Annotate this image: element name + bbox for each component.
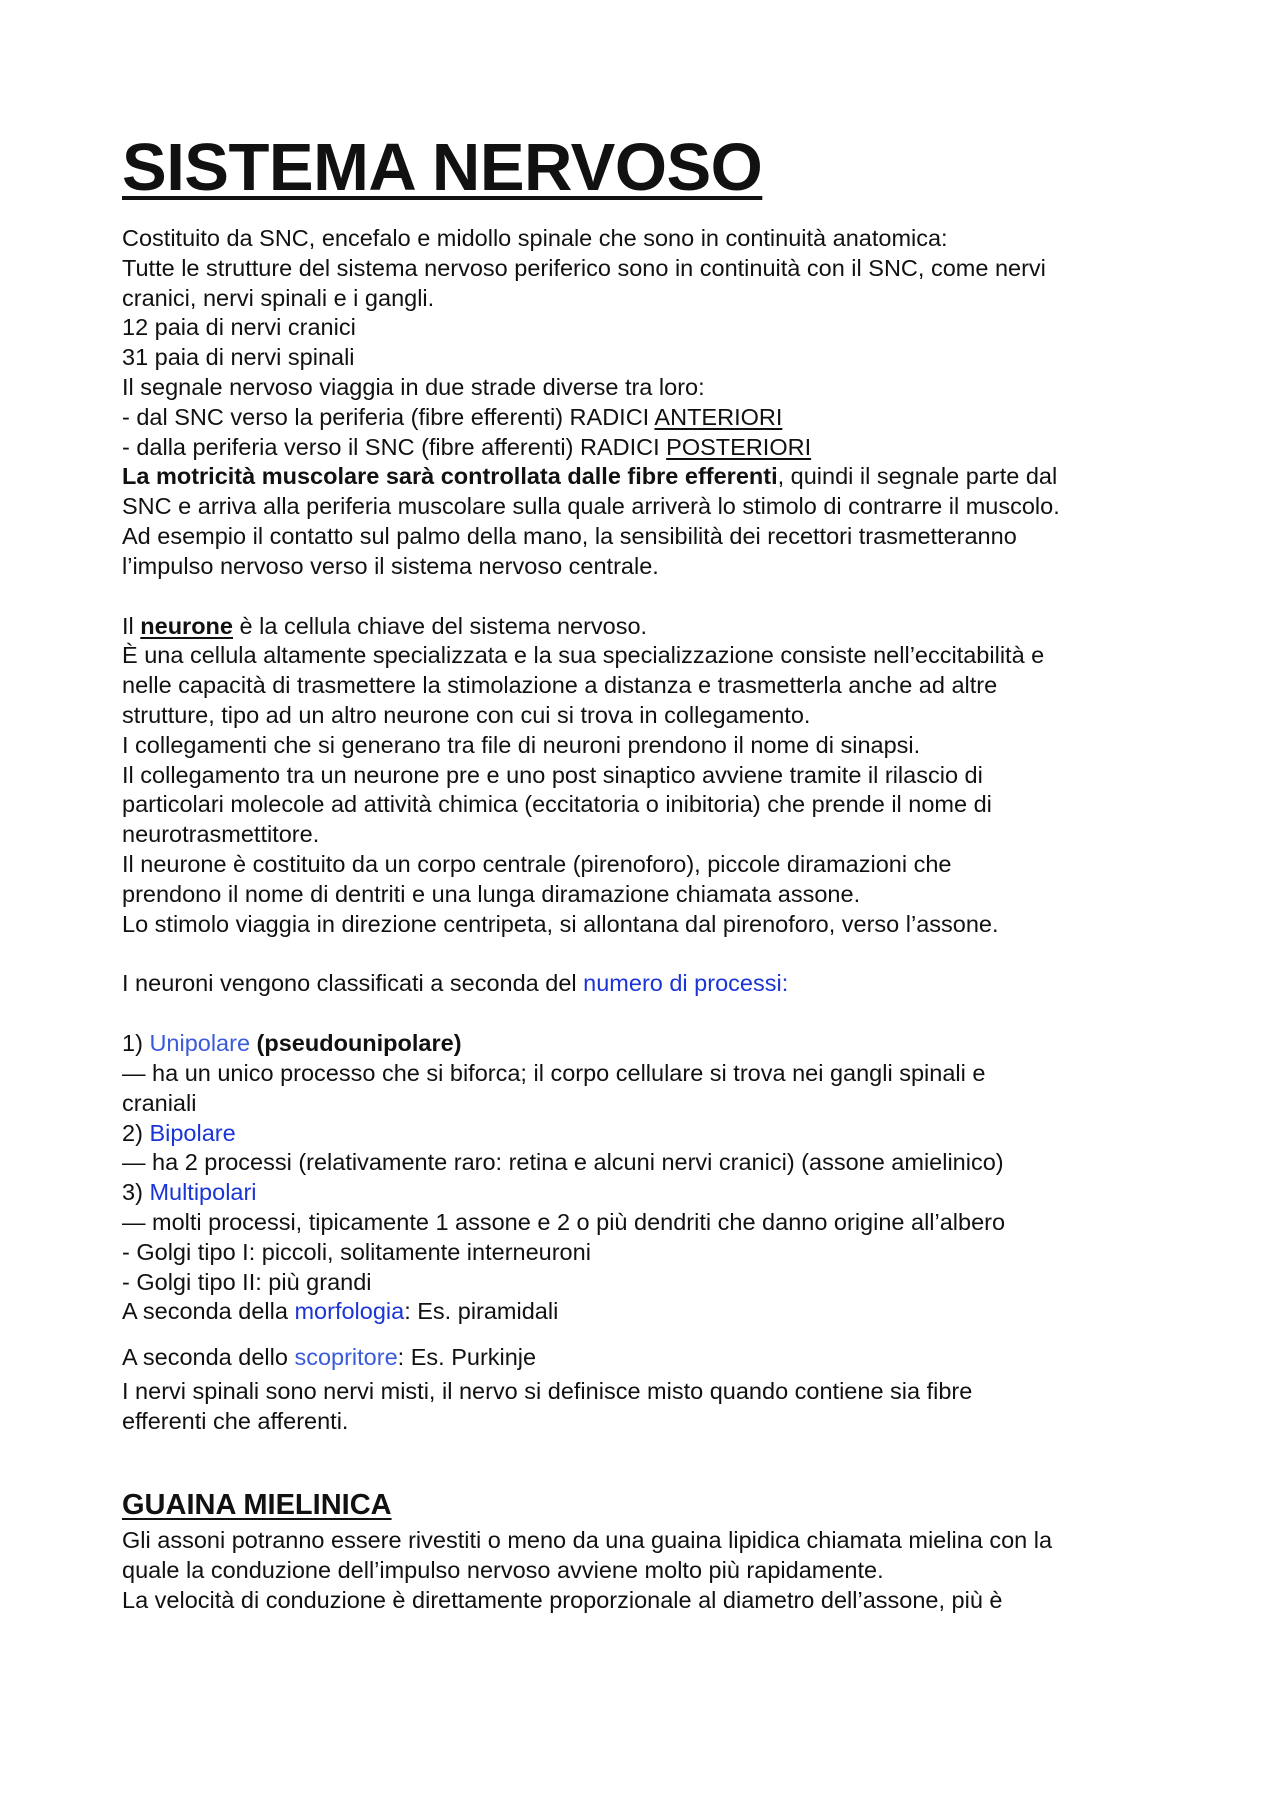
nervi-misti-line: I nervi spinali sono nervi misti, il nervo si definisce misto quando contiene sia fibre	[122, 1377, 973, 1404]
morfologia-line	[122, 1297, 1160, 1327]
multipolari-desc: — molti processi, tipicamente 1 assone e 2 o più dendriti che danno origine all’albero	[122, 1208, 1006, 1235]
multipolari-desc: - Golgi tipo II: più grandi	[122, 1268, 372, 1295]
intro-section	[122, 224, 1160, 582]
intro-line: Il segnale nervoso viaggia in due strade diverse tra loro:	[122, 373, 705, 400]
classification-text: : Es. Purkinje	[397, 1344, 537, 1371]
numero-processi-highlight: numero di processi:	[583, 970, 789, 997]
classification-text: : Es. piramidali	[404, 1298, 559, 1325]
scopritore-highlight: scopritore	[294, 1344, 398, 1371]
motricita-bold: La motricità muscolare sarà controllata dalle fibre efferenti	[122, 463, 778, 490]
intro-line: 12 paia di nervi cranici	[122, 314, 356, 341]
intro-line	[122, 403, 1160, 433]
multipolari-heading	[122, 1178, 1160, 1208]
scopritore-line	[122, 1343, 1160, 1373]
classification-text: I neuroni vengono classificati a seconda del	[122, 970, 584, 997]
neurone-line: neurotrasmettitore.	[122, 821, 320, 848]
intro-line: SNC e arriva alla periferia muscolare sulla quale arriverà lo stimolo di contrarre il muscolo.	[122, 493, 1060, 520]
intro-text: - dalla periferia verso il SNC (fibre afferenti) RADICI	[122, 433, 667, 460]
multipolari-highlight: Multipolari	[149, 1179, 257, 1206]
classification-text: A seconda della	[122, 1298, 295, 1325]
bipolare-desc: — ha 2 processi (relativamente raro: retina e alcuni nervi cranici) (assone amielinico)	[122, 1149, 1004, 1176]
intro-line: Costituito da SNC, encefalo e midollo spinale che sono in continuità anatomica:	[122, 225, 948, 251]
neurone-line: particolari molecole ad attività chimica (eccitatoria o inibitoria) che prende il nome di	[122, 791, 992, 818]
bipolare-highlight: Bipolare	[149, 1119, 236, 1146]
classification-intro	[122, 969, 1160, 999]
guaina-line: Gli assoni potranno essere rivestiti o meno da una guaina lipidica chiamata mielina con la	[122, 1527, 1053, 1554]
neurone-line: prendono il nome di dentriti e una lunga diramazione chiamata assone.	[122, 880, 861, 907]
posteriori-underlined: POSTERIORI	[666, 433, 812, 460]
neurone-line: strutture, tipo ad un altro neurone con cui si trova in collegamento.	[122, 701, 811, 728]
classification-text: A seconda dello	[122, 1344, 295, 1371]
guaina-line: quale la conduzione dell’impulso nervoso avviene molto più rapidamente.	[122, 1557, 884, 1584]
unipolare-desc: — ha un unico processo che si biforca; il corpo cellulare si trova nei gangli spinali e	[122, 1059, 986, 1086]
neurone-line: Lo stimolo viaggia in direzione centripeta, si allontana dal pirenoforo, verso l’assone.	[122, 910, 999, 937]
neurone-text: Il	[122, 612, 141, 639]
neurone-text: è la cellula chiave del sistema nervoso.	[233, 612, 648, 639]
intro-line: Ad esempio il contatto sul palmo della mano, la sensibilità dei recettori trasmetteranno	[122, 522, 1017, 549]
neurone-section	[122, 612, 1160, 940]
unipolare-desc: craniali	[122, 1089, 197, 1116]
neurone-keyword: neurone	[140, 612, 233, 639]
neurone-line: nelle capacità di trasmettere la stimolazione a distanza e trasmetterla anche ad altre	[122, 672, 998, 699]
intro-line: Tutte le strutture del sistema nervoso periferico sono in continuità con il SNC, come nervi	[122, 254, 1046, 281]
neurone-line: Il neurone è costituito da un corpo centrale (pirenoforo), piccole diramazioni che	[122, 850, 952, 877]
neurone-line: Il collegamento tra un neurone pre e uno post sinaptico avviene tramite il rilascio di	[122, 761, 983, 788]
pseudounipolare-bold: (pseudounipolare)	[250, 1030, 462, 1057]
classification-section	[122, 969, 1160, 1436]
anteriori-underlined: ANTERIORI	[654, 403, 783, 430]
neurone-line: I collegamenti che si generano tra file di neuroni prendono il nome di sinapsi.	[122, 731, 921, 758]
list-number: 1)	[122, 1030, 150, 1057]
list-number: 3)	[122, 1179, 150, 1206]
nervi-misti-line: efferenti che afferenti.	[122, 1407, 349, 1434]
unipolare-heading	[122, 1029, 1160, 1059]
list-number: 2)	[122, 1119, 150, 1146]
guaina-title: GUAINA MIELINICA	[122, 1489, 392, 1522]
neurone-line: È una cellula altamente specializzata e la sua specializzazione consiste nell’eccitabilità e	[122, 642, 1045, 669]
intro-text: , quindi il segnale parte dal	[777, 463, 1058, 490]
multipolari-desc: - Golgi tipo I: piccoli, solitamente interneuroni	[122, 1238, 591, 1265]
guaina-line: La velocità di conduzione è direttamente proporzionale al diametro dell’assone, più è	[122, 1587, 1003, 1614]
intro-line	[122, 462, 1160, 492]
bipolare-heading	[122, 1119, 1160, 1149]
intro-line	[122, 433, 1160, 463]
morfologia-highlight: morfologia	[294, 1298, 405, 1325]
neurone-line	[122, 612, 1160, 642]
intro-line: l’impulso nervoso verso il sistema nervoso centrale.	[122, 552, 659, 579]
intro-text: - dal SNC verso la periferia (fibre efferenti) RADICI	[122, 403, 655, 430]
intro-line: 31 paia di nervi spinali	[122, 344, 355, 371]
intro-line: cranici, nervi spinali e i gangli.	[122, 284, 435, 311]
guaina-section	[122, 1488, 1160, 1615]
unipolare-highlight: Unipolare	[149, 1030, 251, 1057]
page-title: SISTEMA NERVOSO	[122, 130, 763, 205]
